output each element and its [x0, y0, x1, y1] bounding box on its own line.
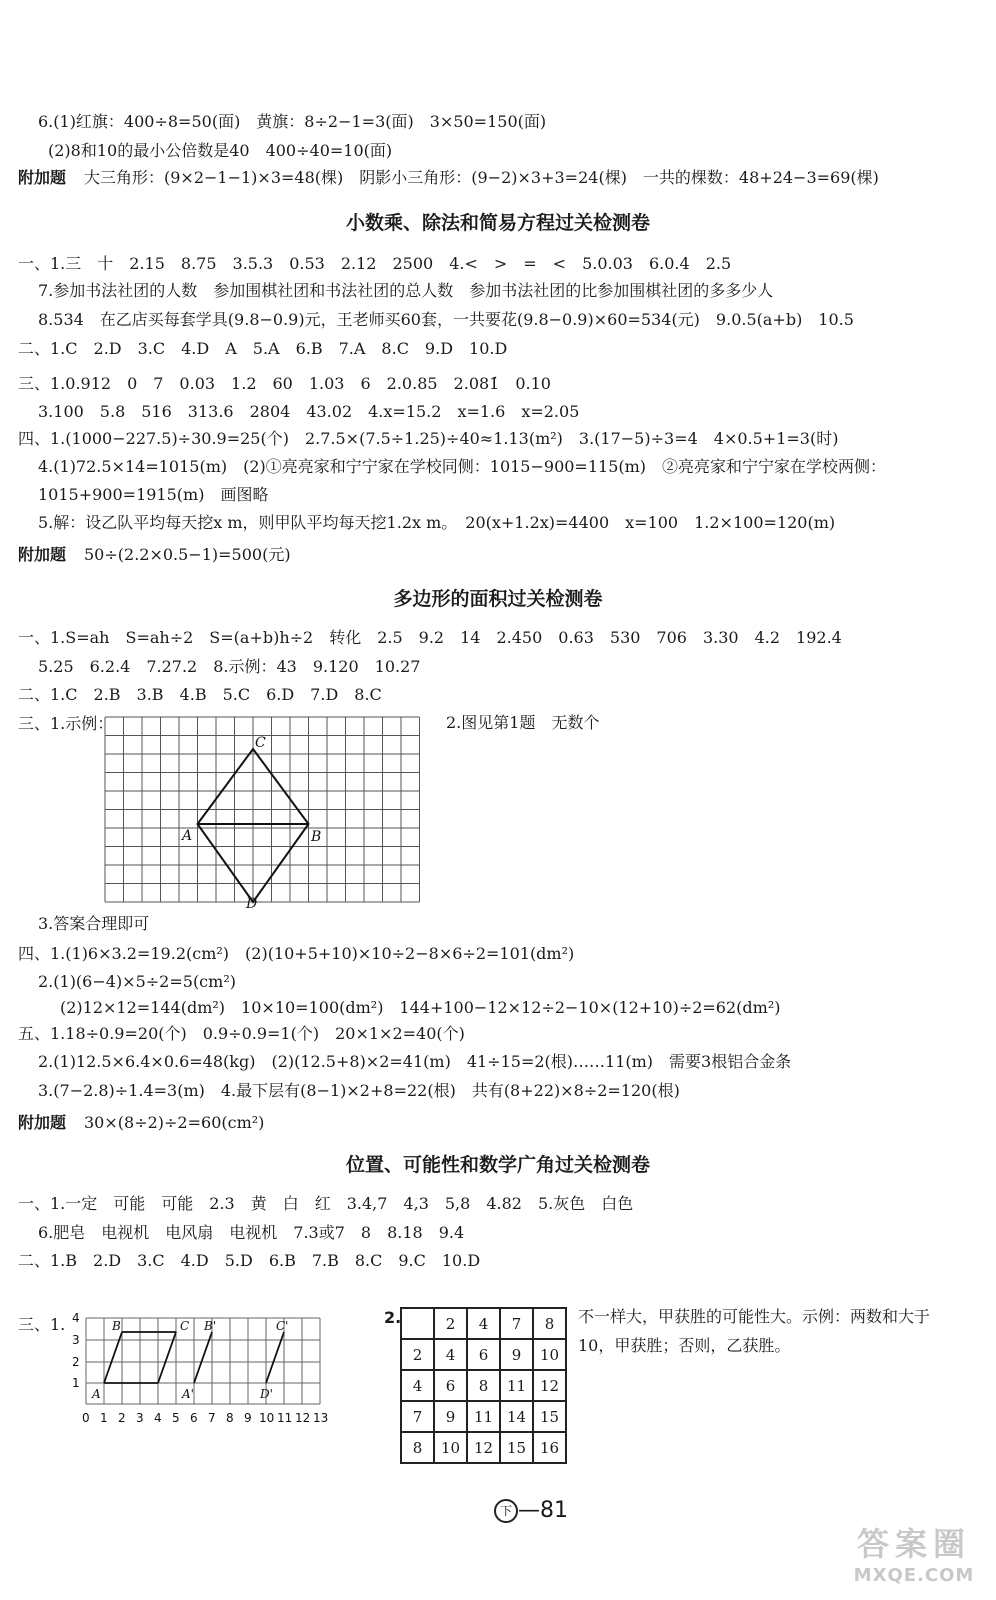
table-cell: 16 — [533, 1432, 566, 1463]
extra-question-label: 附加题 — [18, 545, 67, 564]
page-mark-icon: 下 — [494, 1499, 518, 1523]
answer-line: 6.肥皂 电视机 电风扇 电视机 7.3或7 8 8.18 9.4 — [38, 1223, 465, 1242]
answer-line: (2)12×12=144(dm²) 10×10=100(dm²) 144+100−12×12÷2−10×(12+10)÷2=62(dm²) — [60, 998, 781, 1017]
answer-line: 四、1.(1000−227.5)÷30.9=25(个) 2.7.5×(7.5÷1.25)÷40≈1.13(m²) 3.(17−5)÷3=4 4×0.5+1=3(时) — [18, 429, 839, 448]
table-cell: 4 — [434, 1339, 467, 1370]
point-label: C — [180, 1319, 190, 1333]
answer-line: 3.(7−2.8)÷1.4=3(m) 4.最下层有(8−1)×2+8=22(根) 共有(8+22)×8÷2=120(根) — [38, 1081, 680, 1100]
answer-line: 5.解：设乙队平均每天挖x m，则甲队平均每天挖1.2x m。 20(x+1.2x)=4400 x=100 1.2×100=120(m) — [38, 513, 836, 532]
point-label: B' — [204, 1319, 217, 1333]
point-label: D — [246, 896, 258, 912]
x-tick: 12 — [295, 1411, 311, 1425]
x-tick: 4 — [154, 1411, 162, 1425]
point-label: B — [311, 829, 322, 845]
grid-rhombus-figure — [100, 712, 430, 912]
answer-line: 1015+900=1915(m) 画图略 — [38, 485, 269, 504]
page-number-text: —81 — [518, 1498, 568, 1523]
answer-line: 30×(8÷2)÷2=60(cm²) — [84, 1113, 265, 1132]
table-cell: 15 — [500, 1432, 533, 1463]
table-cell: 14 — [500, 1401, 533, 1432]
point-label: C — [255, 735, 266, 751]
x-tick: 9 — [244, 1411, 252, 1425]
answer-line: 五、1.18÷0.9=20(个) 0.9÷0.9=1(个) 20×1×2=40(个) — [18, 1024, 465, 1043]
table-cell: 4 — [401, 1370, 434, 1401]
answer-line: 二、1.C 2.B 3.B 4.B 5.C 6.D 7.D 8.C — [18, 685, 382, 704]
answer-line: 4.(1)72.5×14=1015(m) (2)①亮亮家和宁宁家在学校同侧：1015−900=115(m) ②亮亮家和宁宁家在学校两侧： — [38, 457, 887, 476]
answer-line: 三、1.0.912 0 7 0.03 1.2 60 1.03 6 2.0.85 2.081̇ 0.10 — [18, 374, 551, 393]
answer-line: 一、1.S=ah S=ah÷2 S=(a+b)h÷2 转化 2.5 9.2 14 2.450 0.63 530 706 3.30 4.2 192.4 — [18, 628, 842, 647]
answer-line: 二、1.B 2.D 3.C 4.D 5.D 6.B 7.B 8.C 9.C 10.D — [18, 1251, 481, 1270]
table-cell: 2 — [401, 1339, 434, 1370]
table-cell: 15 — [533, 1401, 566, 1432]
point-label: A' — [182, 1387, 194, 1401]
extra-question-label: 附加题 — [18, 168, 67, 187]
answer-line: 3.100 5.8 516 313.6 2804 43.02 4.x=15.2 x=1.6 x=2.05 — [38, 402, 580, 421]
answer-line: 7.参加书法社团的人数 参加围棋社团和书法社团的总人数 参加书法社团的比参加围棋社团的多多少人 — [38, 281, 774, 300]
table-cell: 9 — [500, 1339, 533, 1370]
watermark-logo: 答案圈 MXQE.COM — [853, 1525, 975, 1586]
answer-line: 一、1.一定 可能 可能 2.3 黄 白 红 3.4,7 4,3 5,8 4.82 5.灰色 白色 — [18, 1194, 634, 1213]
y-tick: 1 — [72, 1376, 80, 1390]
answer-line: 2. — [384, 1308, 402, 1327]
x-tick: 6 — [190, 1411, 198, 1425]
section-title: 位置、可能性和数学广角过关检测卷 — [345, 1154, 650, 1176]
answer-line: 一、1.三 十 2.15 8.75 3.5.3 0.53 2.12 2500 4.< > = < 5.0.03 6.0.4 2.5 — [18, 254, 732, 273]
answer-line: 2.(1)12.5×6.4×0.6=48(kg) (2)(12.5+8)×2=41(m) 41÷15=2(根)……11(m) 需要3根铝合金条 — [38, 1052, 792, 1071]
point-label: D' — [260, 1387, 273, 1401]
y-tick: 3 — [72, 1333, 80, 1347]
answer-line: 3.答案合理即可 — [38, 914, 150, 933]
table-cell: 7 — [401, 1401, 434, 1432]
table-cell — [401, 1308, 434, 1339]
point-label: C' — [276, 1319, 289, 1333]
answer-line: 2.图见第1题 无数个 — [446, 713, 600, 732]
answer-line: 2.(1)(6−4)×5÷2=5(cm²) — [38, 972, 236, 991]
coordinate-grid-figure — [64, 1310, 354, 1435]
table-cell: 8 — [533, 1308, 566, 1339]
table-cell: 7 — [500, 1308, 533, 1339]
point-label: A — [182, 828, 193, 844]
answer-line: 大三角形：(9×2−1−1)×3=48(棵) 阴影小三角形：(9−2)×3+3=24(棵) 一共的棵数：48+24−3=69(棵) — [84, 168, 879, 187]
table-cell: 10 — [434, 1432, 467, 1463]
table-cell: 11 — [500, 1370, 533, 1401]
table-cell: 8 — [401, 1432, 434, 1463]
answer-line: 四、1.(1)6×3.2=19.2(cm²) (2)(10+5+10)×10÷2−8×6÷2=101(dm²) — [18, 944, 575, 963]
x-tick: 3 — [136, 1411, 144, 1425]
x-tick: 2 — [118, 1411, 126, 1425]
answer-line: (2)8和10的最小公倍数是40 400÷40=10(面) — [48, 141, 393, 160]
extra-question-label: 附加题 — [18, 1113, 67, 1132]
table-cell: 10 — [533, 1339, 566, 1370]
answer-line: 8.534 在乙店买每套学具(9.8−0.9)元，王老师买60套，一共要花(9.8−0.9)×60=534(元) 9.0.5(a+b) 10.5 — [38, 310, 854, 329]
x-tick: 7 — [208, 1411, 216, 1425]
x-tick: 0 — [82, 1411, 90, 1425]
answer-line: 三、1. — [18, 1315, 66, 1334]
table-cell: 12 — [533, 1370, 566, 1401]
answer-line: 6.(1)红旗：400÷8=50(面) 黄旗：8÷2−1=3(面) 3×50=150(面) — [38, 112, 547, 131]
x-tick: 13 — [313, 1411, 329, 1425]
answer-line: 50÷(2.2×0.5−1)=500(元) — [84, 545, 291, 564]
x-tick: 8 — [226, 1411, 234, 1425]
answer-line: 三、1.示例： — [18, 714, 114, 733]
table-cell: 9 — [434, 1401, 467, 1432]
answer-line: 5.25 6.2.4 7.27.2 8.示例：43 9.120 10.27 — [38, 657, 421, 676]
table-cell: 6 — [467, 1339, 500, 1370]
y-tick: 2 — [72, 1355, 80, 1369]
table-cell: 2 — [434, 1308, 467, 1339]
table-cell: 11 — [467, 1401, 500, 1432]
section-title: 小数乘、除法和简易方程过关检测卷 — [345, 212, 650, 234]
sum-table — [400, 1307, 567, 1464]
answer-line: 二、1.C 2.D 3.C 4.D A 5.A 6.B 7.A 8.C 9.D 10.D — [18, 339, 508, 358]
point-label: B — [112, 1319, 121, 1333]
page-number — [494, 1498, 568, 1523]
table-cell: 6 — [434, 1370, 467, 1401]
x-tick: 1 — [100, 1411, 108, 1425]
y-tick: 4 — [72, 1311, 80, 1325]
x-tick: 11 — [277, 1411, 293, 1425]
x-tick: 5 — [172, 1411, 180, 1425]
x-tick: 10 — [259, 1411, 275, 1425]
table-cell: 4 — [467, 1308, 500, 1339]
answer-line: 不一样大，甲获胜的可能性大。示例：两数和大于 — [578, 1307, 931, 1326]
table-cell: 8 — [467, 1370, 500, 1401]
answer-line: 10，甲获胜；否则，乙获胜。 — [578, 1336, 791, 1355]
section-title: 多边形的面积过关检测卷 — [393, 588, 603, 610]
table-cell: 12 — [467, 1432, 500, 1463]
point-label: A — [92, 1387, 101, 1401]
